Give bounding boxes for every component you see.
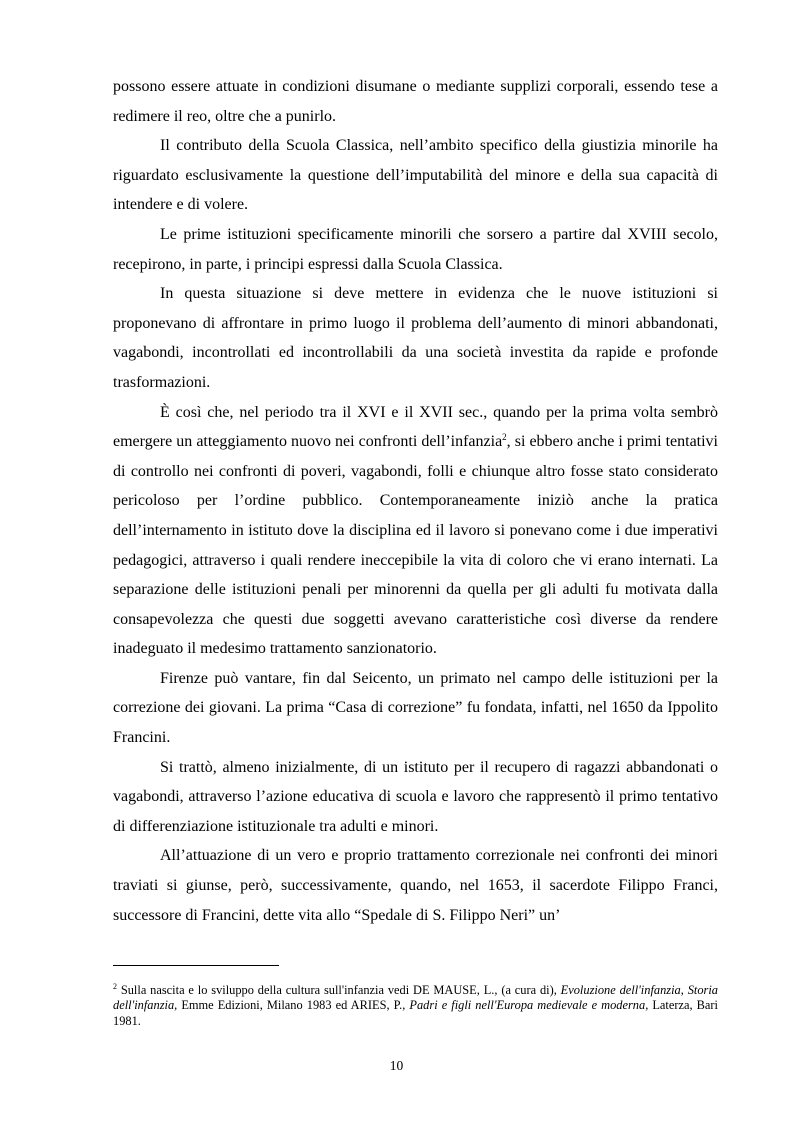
footnote-text <box>113 983 718 1029</box>
body-text <box>113 72 718 930</box>
footnote-separator <box>113 965 279 966</box>
page-number: 10 <box>389 1058 404 1073</box>
footnote-marker: 2 <box>113 982 117 991</box>
paragraph-1: possono essere attuate in condizioni disumane o mediante supplizi corporali, essendo tese a redimere il reo, oltre che a punirlo. <box>113 78 718 125</box>
footnote-part-1: Sulla nascita e lo sviluppo della cultura sull'infanzia vedi DE MAUSE, L., (a cura di), <box>117 983 561 997</box>
footnote <box>113 983 718 1029</box>
footnote-part-3: , Emme Edizioni, Milano 1983 ed ARIES, P., <box>174 998 410 1013</box>
paragraph-2: Il contributo della Scuola Classica, nell’ambito specifico della giustizia minorile ha riguardato esclusivamente la questione dell’imputabilità del minore e della sua capacità di intendere e di volere. <box>113 137 718 214</box>
footnote-title-3: Padri e figli nell'Europa medievale e moderna <box>409 998 646 1013</box>
paragraph-8: All’attuazione di un vero e proprio trattamento correzionale nei confronti dei minori traviati si giunse, però, successivamente, quando, nel 1653, il sacerdote Filippo Franci, successore di Francini, dette vita allo “Spedale di S. Filippo Neri” un’ <box>113 847 718 924</box>
footnote-reference[interactable]: 2 <box>502 432 507 443</box>
paragraph-3: Le prime istituzioni specificamente minorili che sorsero a partire dal XVIII secolo, recepirono, in parte, i principi espressi dalla Scuola Classica. <box>113 225 718 273</box>
paragraph-4: In questa situazione si deve mettere in evidenza che le nuove istituzioni si proponevano di affrontare in primo luogo il problema dell’aumento di minori abbandonati, vagabondi, incontrollati ed incontrollabili da una società investita da rapide e profonde trasformazioni. <box>113 285 718 391</box>
paragraph-5-text-before: È così che, nel periodo tra il XVI e il XVII sec., quando per la prima volta sembrò emergere un atteggiamento nuovo nei confronti dell’infanzia <box>113 403 718 451</box>
footnote-title-2: Storia dell'infanzia <box>113 983 718 1013</box>
footnote-part-4: , Laterza, Bari 1981. <box>113 998 718 1028</box>
paragraph-6: Firenze può vantare, fin dal Seicento, un primato nel campo delle istituzioni per la correzione dei giovani. La prima “Casa di correzione” fu fondata, infatti, nel 1650 da Ippolito Francini. <box>113 669 718 747</box>
footnote-title-1: Evoluzione dell'infanzia <box>560 983 681 997</box>
footnote-part-2: , <box>680 983 688 997</box>
paragraph-7: Si trattò, almeno inizialmente, di un istituto per il recupero di ragazzi abbandonati o vagabondi, attraverso l’azione educativa di scuola e lavoro che rappresentò il primo tentativo di differenziazione istituzionale tra adulti e minori. <box>113 758 718 835</box>
paragraph-5 <box>113 398 718 664</box>
paragraph-5-text-after: , si ebbero anche i primi tentativi di controllo nei confronti di poveri, vagabondi, folli e chiunque altro fosse stato considerato pericoloso per l’ordine pubblico. Contemporaneamente iniziò anche la pratica dell’internamento in istituto dove la disciplina ed il lavoro si ponevano come i due imperativi pedagogici, attraverso i quali rendere ineccepibile la vita di coloro che vi erano internati. La separazione delle istituzioni penali per minorenni da quella per gli adulti fu motivata dalla consapevolezza che questi due soggetti avevano caratteristiche così diverse da rendere inadeguato il medesimo trattamento sanzionatorio. <box>113 433 718 658</box>
